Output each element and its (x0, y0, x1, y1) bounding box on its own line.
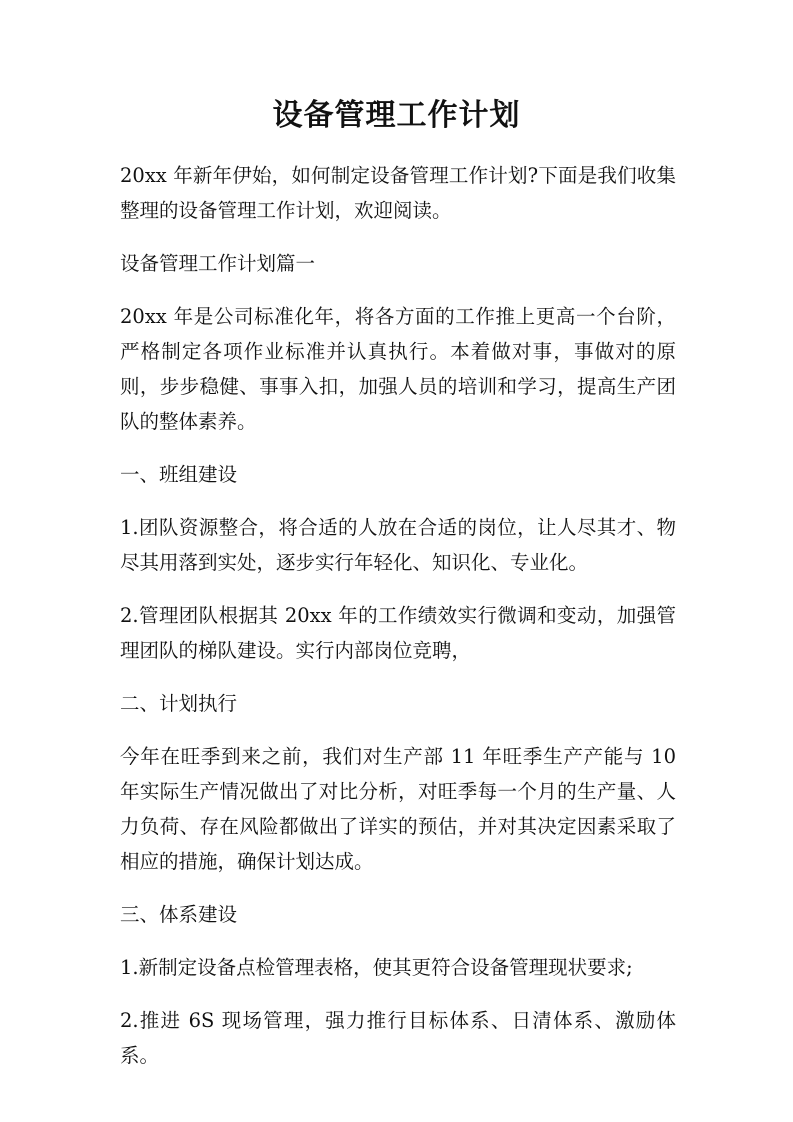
intro-paragraph: 20xx 年新年伊始，如何制定设备管理工作计划?下面是我们收集整理的设备管理工作计划，欢迎阅读。 (120, 164, 676, 222)
plan-overview-paragraph: 20xx 年是公司标准化年，将各方面的工作推上更高一个台阶，严格制定各项作业标准并认真执行。本着做对事，事做对的原则，步步稳健、事事入扣，加强人员的培训和学习，提高生产团队的整体素养。 (120, 305, 676, 433)
system-building-item-1: 1.新制定设备点检管理表格，使其更符合设备管理现状要求; (120, 956, 633, 979)
section-heading-plan-one: 设备管理工作计划篇一 (120, 252, 316, 275)
system-building-item-2: 2.推进 6S 现场管理，强力推行目标体系、日清体系、激励体系。 (120, 1009, 676, 1067)
section-heading-plan-execution: 二、计划执行 (120, 692, 238, 715)
plan-execution-paragraph: 今年在旺季到来之前，我们对生产部 11 年旺季生产产能与 10 年实际生产情况做出了对比分析，对旺季每一个月的生产量、人力负荷、存在风险都做出了详实的预估，并对其决定因素采取了相应的措施，确保计划达成。 (120, 745, 676, 873)
team-building-item-1: 1.团队资源整合，将合适的人放在合适的岗位，让人尽其才、物尽其用落到实处，逐步实行年轻化、知识化、专业化。 (120, 516, 676, 574)
section-heading-system-building: 三、体系建设 (120, 903, 238, 926)
team-building-item-2: 2.管理团队根据其 20xx 年的工作绩效实行微调和变动，加强管理团队的梯队建设。实行内部岗位竞聘， (120, 604, 676, 662)
document-title: 设备管理工作计划 (272, 98, 521, 133)
document-body (120, 158, 676, 1091)
section-heading-team-building: 一、班组建设 (120, 463, 238, 486)
